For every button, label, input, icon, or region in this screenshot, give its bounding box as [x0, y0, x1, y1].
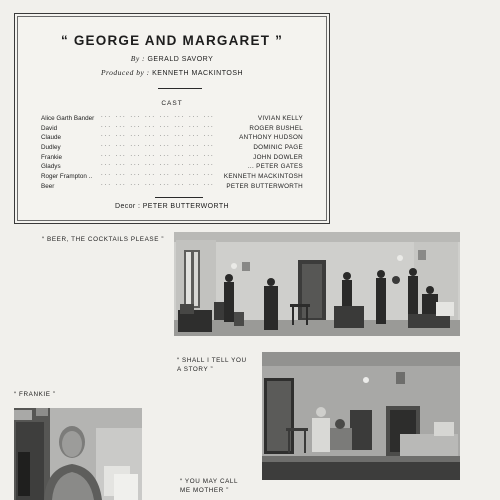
photo-caption-mother — [180, 478, 260, 495]
portrait-photo-frankie — [14, 408, 142, 500]
cast-heading: CAST — [161, 100, 183, 107]
cast-list — [41, 114, 331, 192]
caption-line: “ YOU MAY CALL — [180, 478, 239, 485]
photo-caption-beer: “ BEER, THE COCKTAILS PLEASE ” — [42, 236, 165, 243]
divider — [158, 88, 202, 89]
cast-row — [41, 162, 331, 172]
producer-name: KENNETH MACKINTOSH — [152, 70, 244, 77]
leader-dots: ... ... ... ... ... ... ... ... — [101, 171, 215, 178]
leader-dots: ... ... ... ... ... ... ... ... — [101, 161, 215, 168]
stage-photo-story — [262, 352, 460, 480]
decor-line — [15, 203, 329, 210]
cast-role: Gladys — [41, 163, 61, 171]
cast-programme-box — [14, 13, 330, 224]
cast-role: Beer — [41, 182, 55, 190]
cast-row — [41, 172, 331, 182]
cast-actor: KENNETH MACKINTOSH — [223, 173, 303, 181]
caption-line: ME MOTHER ” — [180, 486, 229, 494]
leader-dots: ... ... ... ... ... ... ... ... — [101, 142, 215, 149]
cast-row — [41, 182, 331, 192]
cast-actor: VIVIAN KELLY — [257, 115, 303, 122]
cast-role: Frankie — [41, 153, 62, 161]
photo-caption-story — [177, 357, 257, 374]
cast-role: Claude — [41, 134, 61, 142]
leader-dots: ... ... ... ... ... ... ... ... — [101, 132, 215, 139]
leader-dots: ... ... ... ... ... ... ... ... — [101, 113, 215, 119]
author-prefix: By : — [130, 54, 146, 63]
decor-prefix: Decor : — [114, 203, 141, 210]
producer-line — [15, 68, 329, 77]
caption-line: A STORY ” — [177, 365, 214, 373]
stage-photo-cocktails — [174, 232, 460, 336]
cast-role: Dudley — [41, 144, 61, 152]
cast-row — [41, 133, 331, 143]
cast-role: David — [41, 124, 58, 132]
cast-actor: ANTHONY HUDSON — [239, 134, 303, 142]
cast-role: Alice Garth Bander — [41, 115, 95, 122]
leader-dots: ... ... ... ... ... ... ... ... — [101, 151, 215, 158]
cast-row — [41, 114, 331, 124]
play-title: “ GEORGE AND MARGARET ” — [60, 33, 284, 48]
cast-actor: JOHN DOWLER — [253, 153, 303, 161]
cast-actor: ... PETER GATES — [247, 163, 303, 171]
cast-role: Roger Frampton .. — [41, 173, 93, 181]
divider — [155, 197, 203, 198]
cast-row — [41, 124, 331, 134]
decor-name: PETER BUTTERWORTH — [142, 203, 229, 210]
cast-actor: DOMINIC PAGE — [253, 144, 303, 152]
caption-line: “ SHALL I TELL YOU — [177, 357, 247, 364]
photo-caption-frankie: “ FRANKIE ” — [14, 391, 56, 398]
author-line — [15, 54, 329, 63]
leader-dots: ... ... ... ... ... ... ... ... — [101, 122, 215, 129]
cast-row — [41, 143, 331, 153]
author-name: GERALD SAVORY — [147, 56, 214, 63]
cast-actor: ROGER BUSHEL — [249, 124, 303, 132]
cast-actor: PETER BUTTERWORTH — [226, 182, 303, 190]
cast-row — [41, 153, 331, 163]
leader-dots: ... ... ... ... ... ... ... ... — [101, 180, 215, 187]
producer-prefix: Produced by : — [100, 68, 150, 77]
